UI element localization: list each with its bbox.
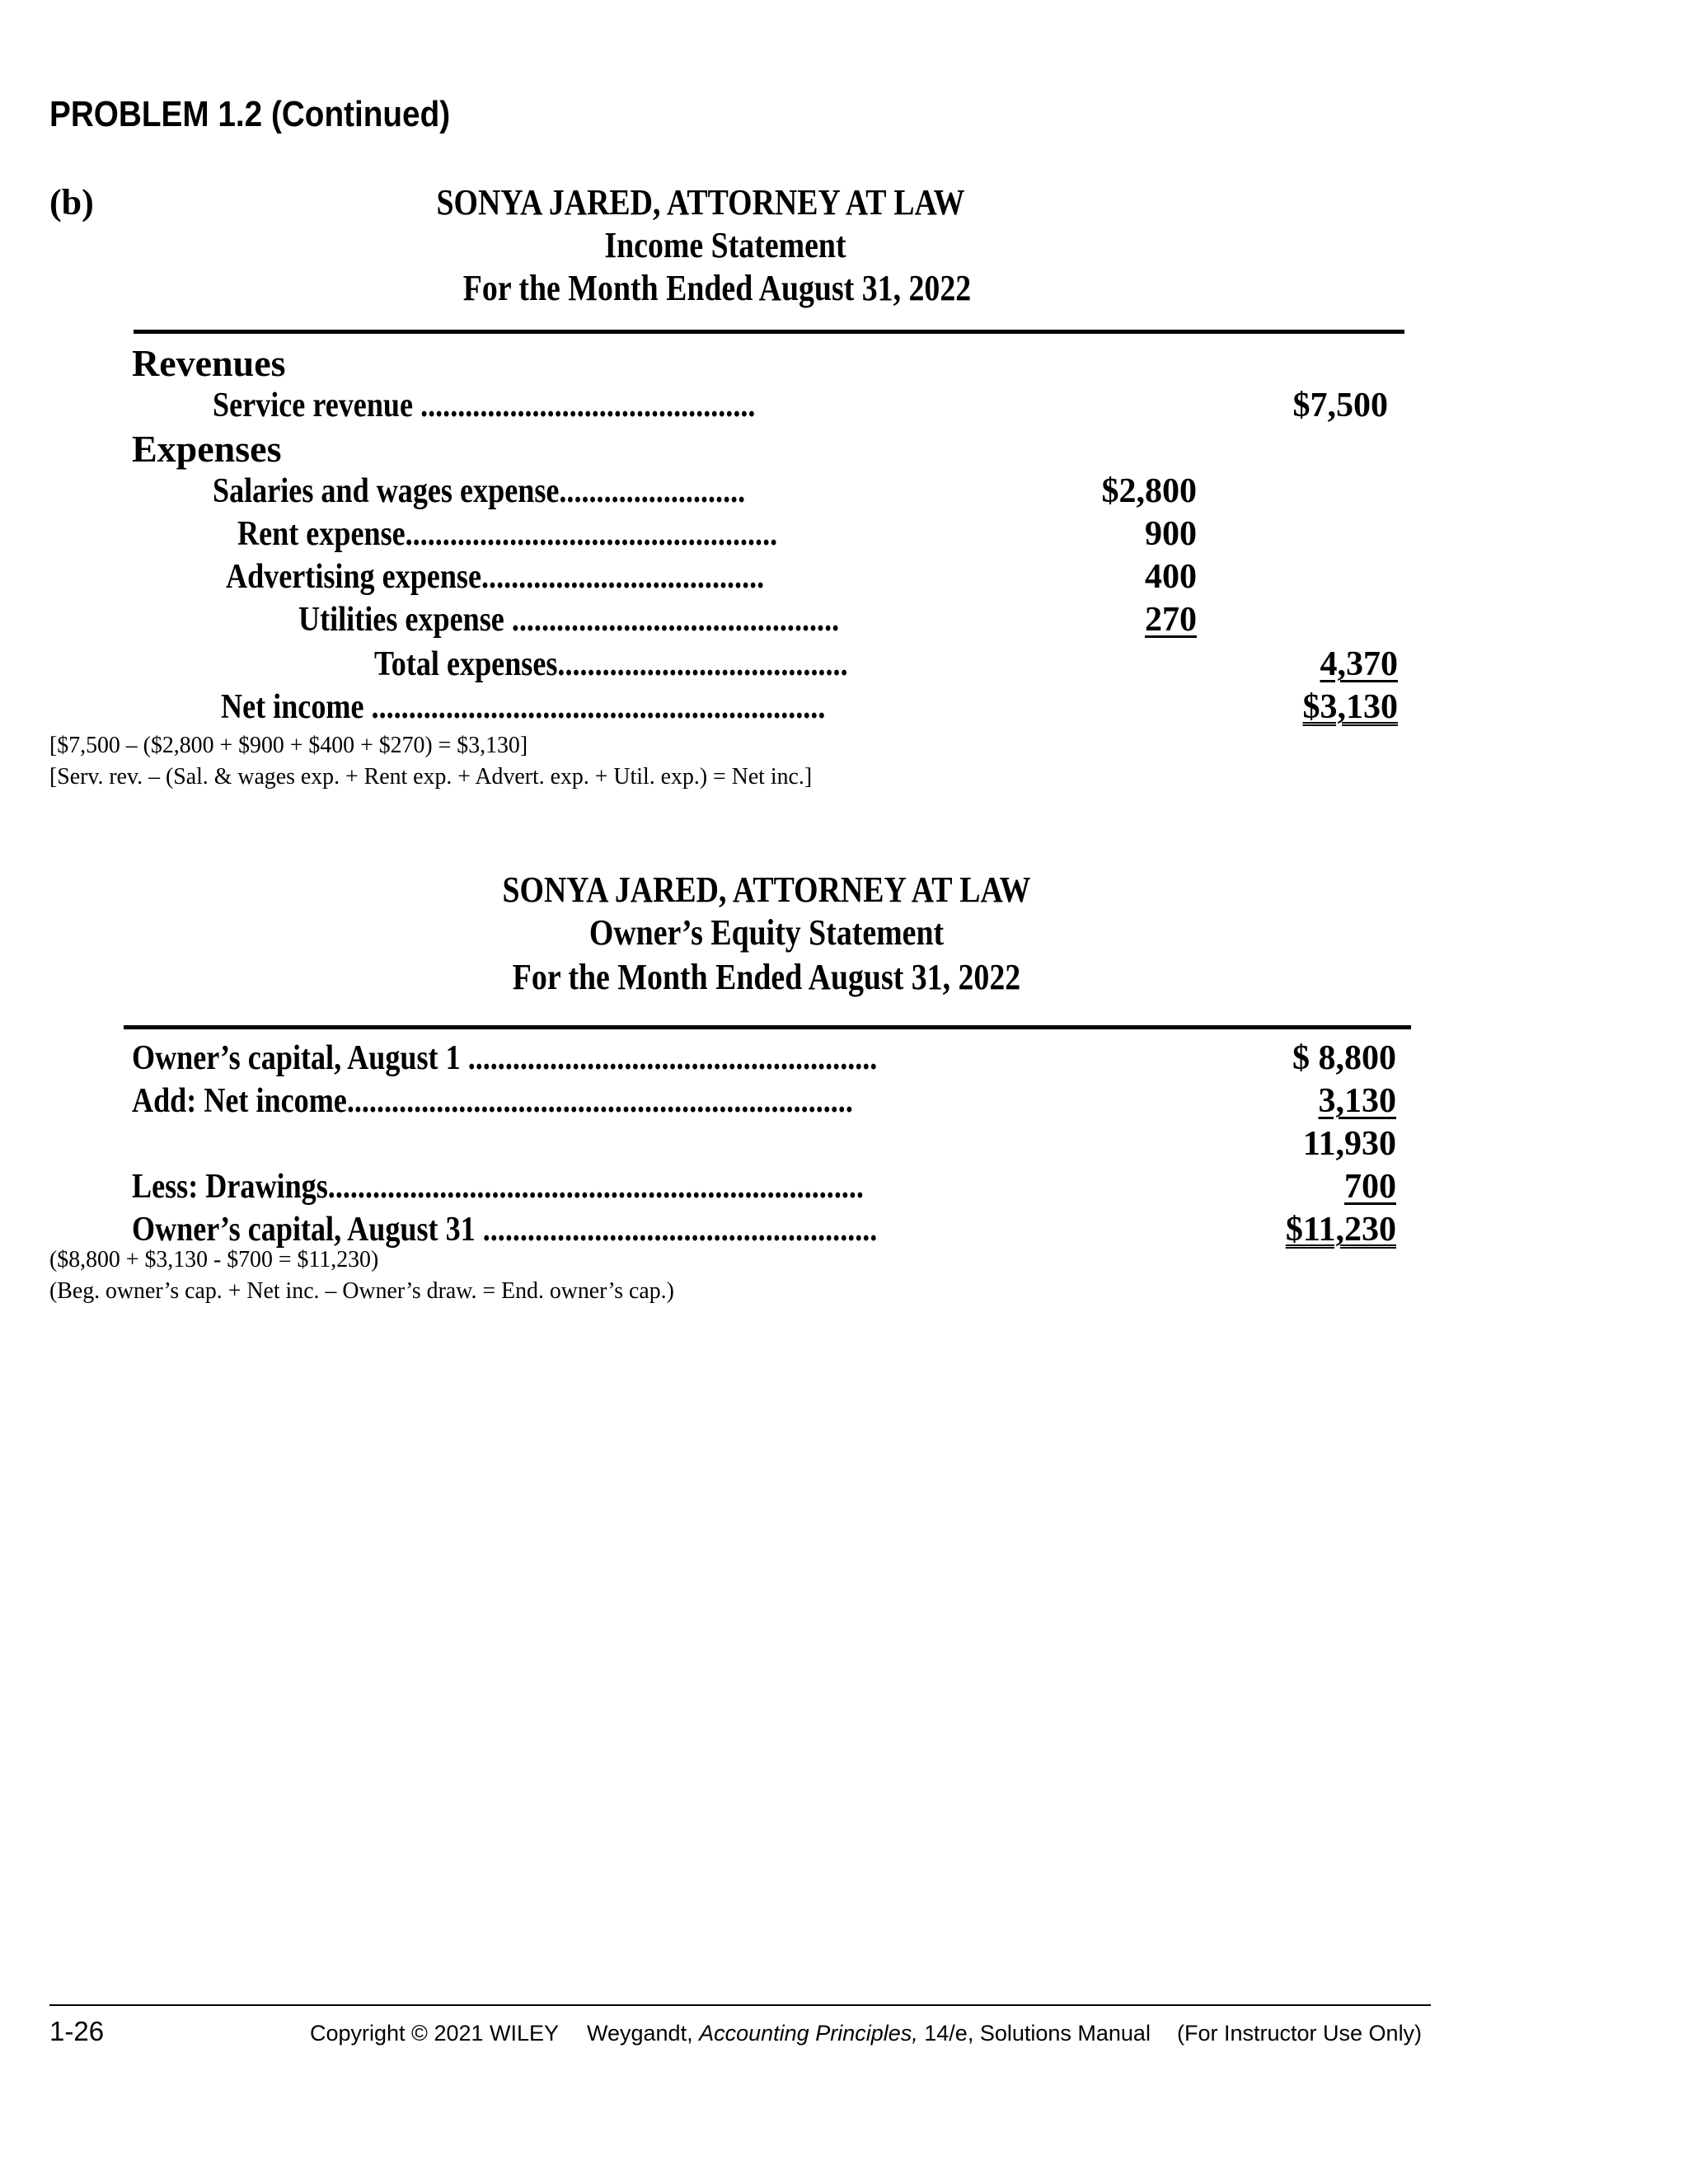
equity-note-formula: (Beg. owner’s cap. + Net inc. – Owner’s draw. = End. owner’s cap.) — [49, 1277, 674, 1304]
equity-statement-period: For the Month Ended August 31, 2022 — [512, 957, 1021, 997]
income-statement-rule — [134, 330, 1404, 334]
instructor-use-note: (For Instructor Use Only) — [1177, 2021, 1423, 2046]
citation-edition: 14/e, Solutions Manual — [924, 2021, 1151, 2046]
income-statement-title: Income Statement — [604, 225, 846, 265]
part-label: (b) — [49, 182, 94, 223]
income-note-formula: [Serv. rev. – (Sal. & wages exp. + Rent exp. + Advert. exp. + Util. exp.) = Net inc.] — [49, 763, 813, 790]
income-statement-period: For the Month Ended August 31, 2022 — [462, 268, 972, 308]
expense-amount-utilities-value: 270 — [1145, 601, 1197, 639]
add-net-income-label: Add: Net income.................................................................... — [132, 1082, 853, 1120]
ending-capital-value: $11,230 — [1285, 1211, 1396, 1249]
equity-statement-rule — [124, 1025, 1411, 1029]
expense-amount-advertising: 400 — [1145, 558, 1197, 596]
equity-statement-title: Owner’s Equity Statement — [588, 912, 945, 953]
less-drawings-value: 700 — [1344, 1168, 1396, 1206]
expense-label-advertising: Advertising expense...................................... — [226, 558, 765, 596]
net-income-value: $3,130 — [1302, 688, 1398, 726]
ending-capital-label: Owner’s capital, August 31 ..................................................... — [132, 1211, 878, 1249]
expense-amount-salaries: $2,800 — [1101, 472, 1197, 510]
add-net-income-amount — [1220, 1081, 1396, 1121]
income-statement-company: SONYA JARED, ATTORNEY AT LAW — [436, 182, 965, 223]
total-expenses-amount — [1220, 644, 1398, 684]
service-revenue-label: Service revenue ............................................. — [213, 387, 756, 424]
net-income-amount — [1220, 687, 1398, 727]
expense-label-salaries: Salaries and wages expense......................... — [213, 472, 746, 510]
expenses-heading: Expenses — [132, 428, 282, 470]
book-citation — [587, 2021, 1151, 2046]
beginning-capital-amount: $ 8,800 — [1292, 1039, 1396, 1077]
equity-note-numeric: ($8,800 + $3,130 - $700 = $11,230) — [49, 1246, 379, 1272]
subtotal-amount: 11,930 — [1302, 1125, 1396, 1163]
equity-statement-company: SONYA JARED, ATTORNEY AT LAW — [502, 869, 1031, 910]
net-income-label: Net income ............................................................. — [221, 688, 826, 726]
copyright-notice: Copyright © 2021 WILEY — [310, 2021, 560, 2046]
revenues-heading: Revenues — [132, 342, 286, 384]
footer-rule — [49, 2004, 1431, 2006]
problem-title: PROBLEM 1.2 (Continued) — [49, 94, 451, 134]
page-number: 1-26 — [49, 2016, 105, 2046]
less-drawings-amount — [1220, 1167, 1396, 1207]
service-revenue-amount: $7,500 — [1292, 387, 1388, 424]
citation-author: Weygandt, — [587, 2021, 693, 2046]
expense-amount-utilities — [1055, 600, 1197, 640]
beginning-capital-label: Owner’s capital, August 1 ....................................................... — [132, 1039, 878, 1077]
less-drawings-label: Less: Drawings........................................................................ — [132, 1168, 864, 1206]
total-expenses-label: Total expenses....................................... — [374, 645, 848, 683]
ending-capital-amount — [1220, 1210, 1396, 1249]
expense-label-utilities: Utilities expense ............................................ — [298, 601, 840, 639]
expense-amount-rent: 900 — [1145, 515, 1197, 553]
expense-label-rent: Rent expense.................................................. — [237, 515, 778, 553]
income-note-numeric: [$7,500 – ($2,800 + $900 + $400 + $270) = $3,130] — [49, 732, 528, 758]
total-expenses-value: 4,370 — [1320, 645, 1398, 683]
add-net-income-value: 3,130 — [1318, 1082, 1396, 1120]
citation-title: Accounting Principles, — [699, 2021, 918, 2046]
